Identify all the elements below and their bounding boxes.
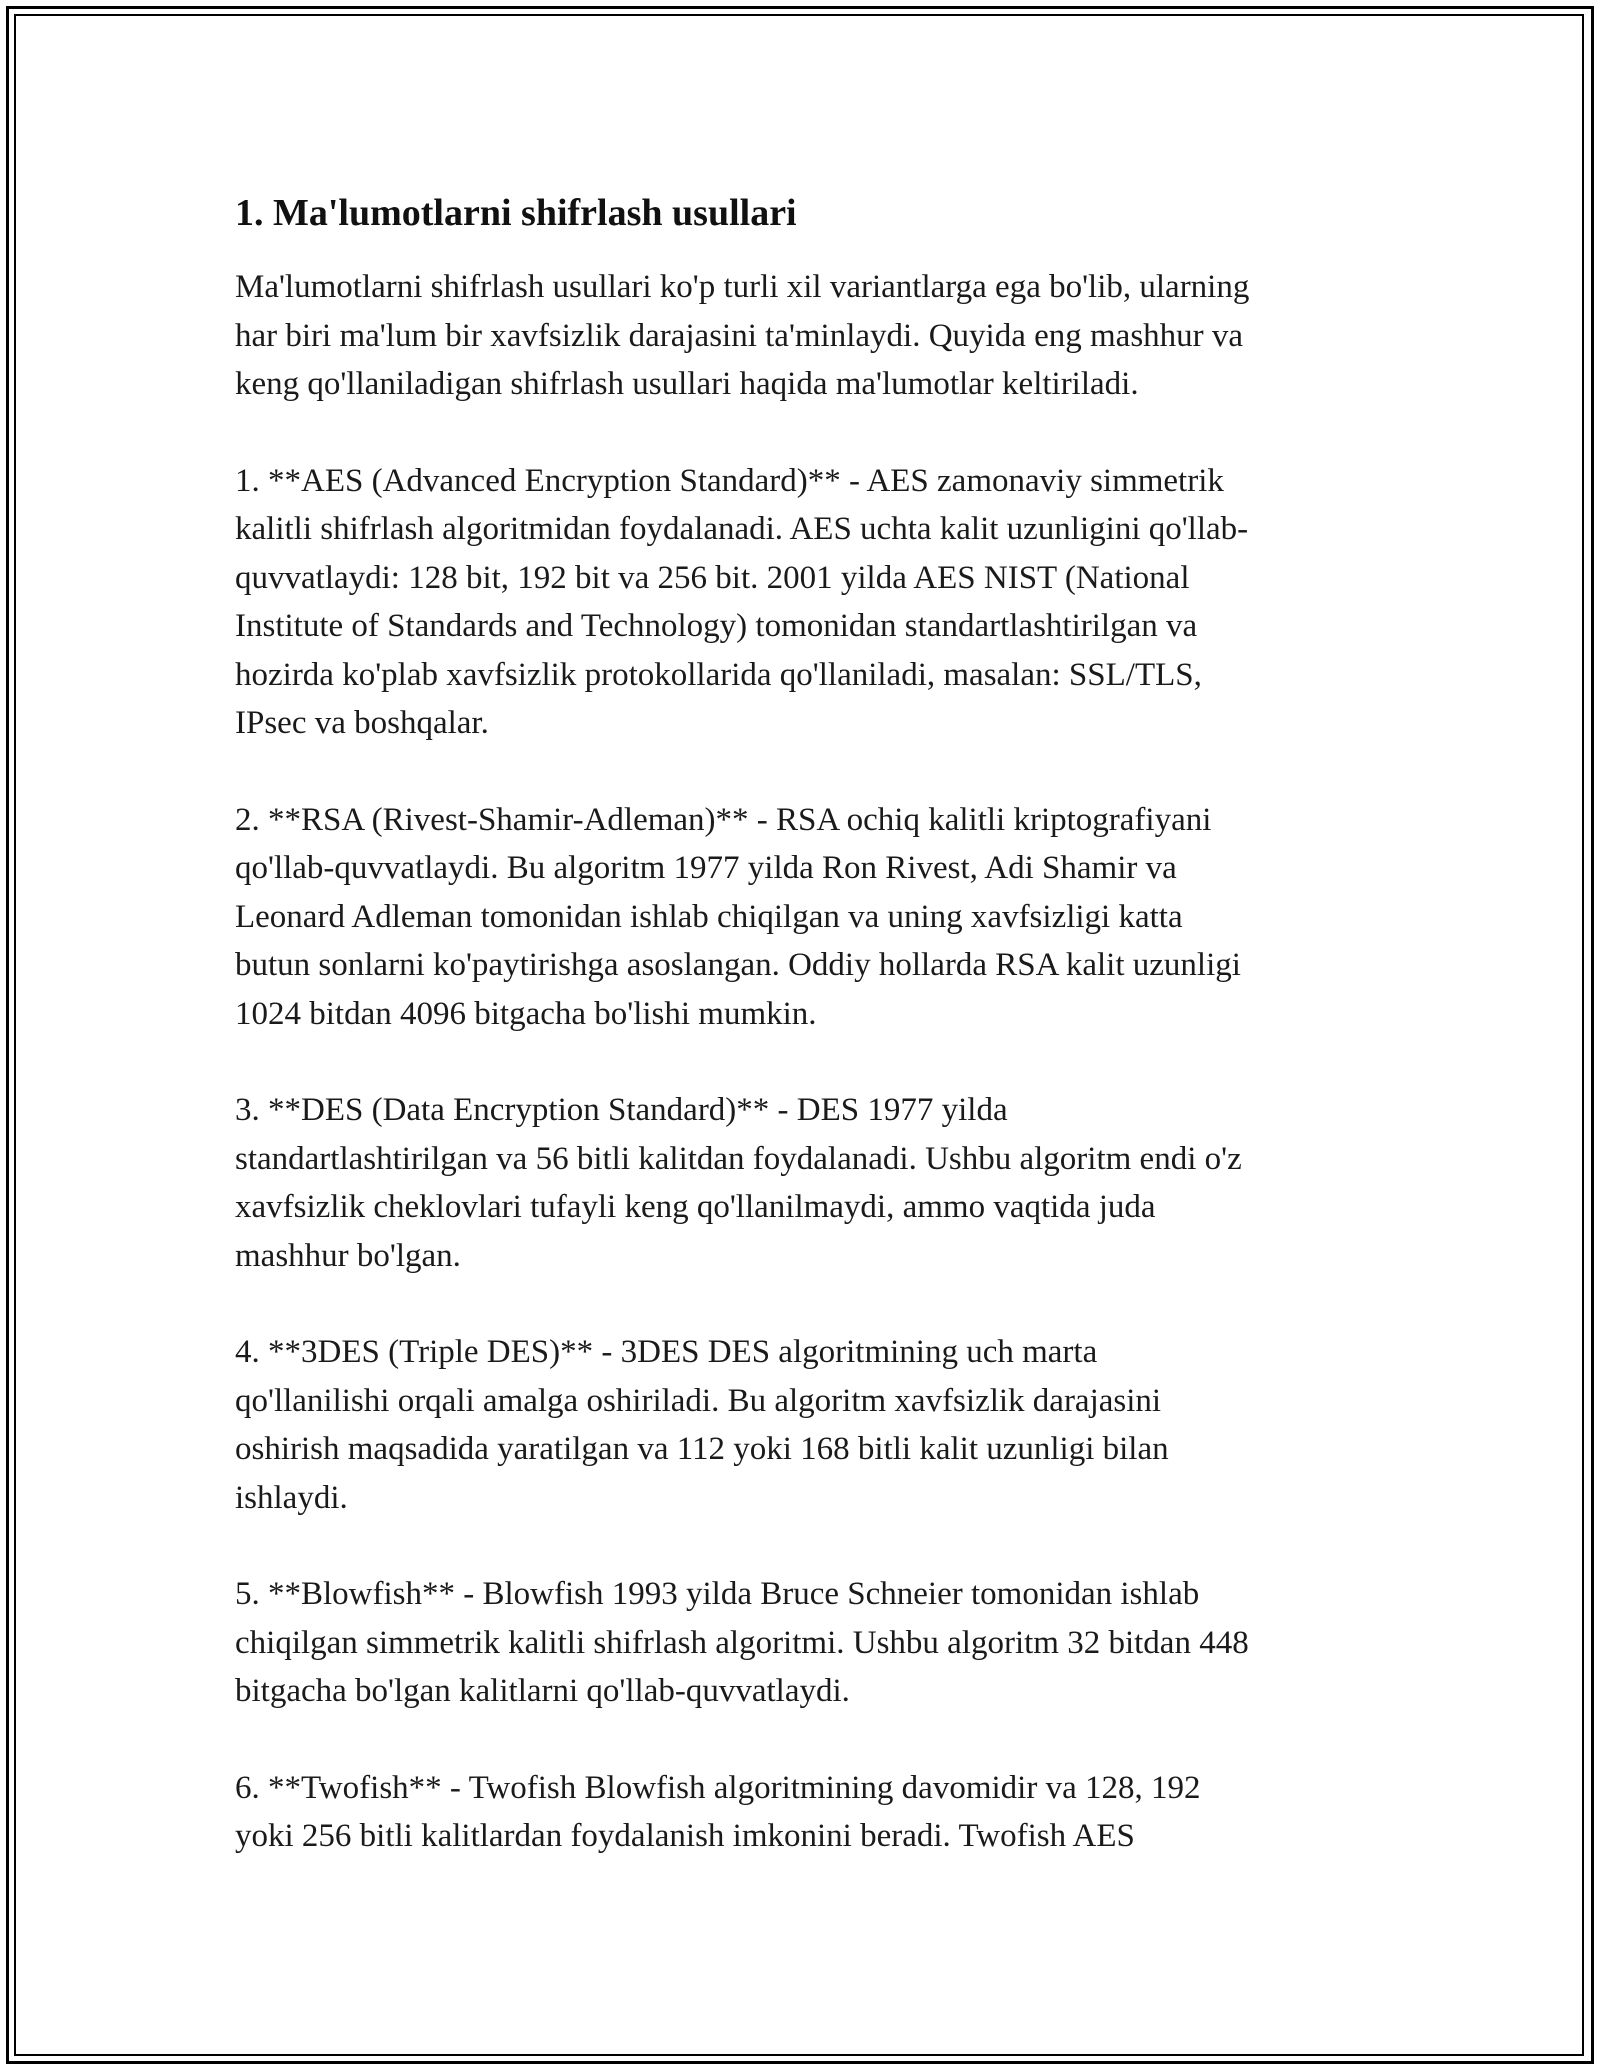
aes-paragraph: 1. **AES (Advanced Encryption Standard)** - AES zamonaviy simmetrik kalitli shifrlash algoritmidan foydalanadi. AES uchta kalit uzunligini qo'llab- quvvatlaydi: 128 bit, 192 bit va 256 bit. 2001 yilda AES NIST (National Institute of Standards and Technology) tomonidan standartlashtirilgan va hozirda ko'plab xavfsizlik protokollarida qo'llaniladi, masalan: SSL/TLS, IPsec va boshqalar.	[235, 462, 1249, 741]
3des-paragraph: 4. **3DES (Triple DES)** - 3DES DES algoritmining uch marta qo'llanilishi orqali amalga oshiriladi. Bu algoritm xavfsizlik darajasini oshirish maqsadida yaratilgan va 112 yoki 168 bitli kalit uzunligi bilan ishlaydi.	[235, 1334, 1169, 1516]
blowfish-paragraph: 5. **Blowfish** - Blowfish 1993 yilda Bruce Schneier tomonidan ishlab chiqilgan simmetrik kalitli shifrlash algoritmi. Ushbu algoritm 32 bitdan 448 bitgacha bo'lgan kalitlarni qo'llab-quvvatlaydi.	[235, 1576, 1249, 1709]
document-body	[235, 185, 1375, 1861]
intro-paragraph: Ma'lumotlarni shifrlash usullari ko'p turli xil variantlarga ega bo'lib, ularning har biri ma'lum bir xavfsizlik darajasini ta'minlaydi. Quyida eng mashhur va keng qo'llaniladigan shifrlash usullari haqida ma'lumotlar keltiriladi.	[235, 269, 1250, 402]
twofish-paragraph: 6. **Twofish** - Twofish Blowfish algoritmining davomidir va 128, 192 yoki 256 bitli kalitlardan foydalanish imkonini beradi. Twofish AES	[235, 1769, 1201, 1854]
des-paragraph: 3. **DES (Data Encryption Standard)** - DES 1977 yilda standartlashtirilgan va 56 bitli kalitdan foydalanadi. Ushbu algoritm endi o'z xavfsizlik cheklovlari tufayli keng qo'llanilmaydi, ammo vaqtida juda mashhur bo'lgan.	[235, 1092, 1242, 1274]
section-heading: 1. Ma'lumotlarni shifrlash usullari	[235, 192, 797, 234]
rsa-paragraph: 2. **RSA (Rivest-Shamir-Adleman)** - RSA ochiq kalitli kriptografiyani qo'llab-quvvatlaydi. Bu algoritm 1977 yilda Ron Rivest, Adi Shamir va Leonard Adleman tomonidan ishlab chiqilgan va uning xavfsizligi katta butun sonlarni ko'paytirishga asoslangan. Oddiy hollarda RSA kalit uzunligi 1024 bitdan 4096 bitgacha bo'lishi mumkin.	[235, 801, 1241, 1032]
